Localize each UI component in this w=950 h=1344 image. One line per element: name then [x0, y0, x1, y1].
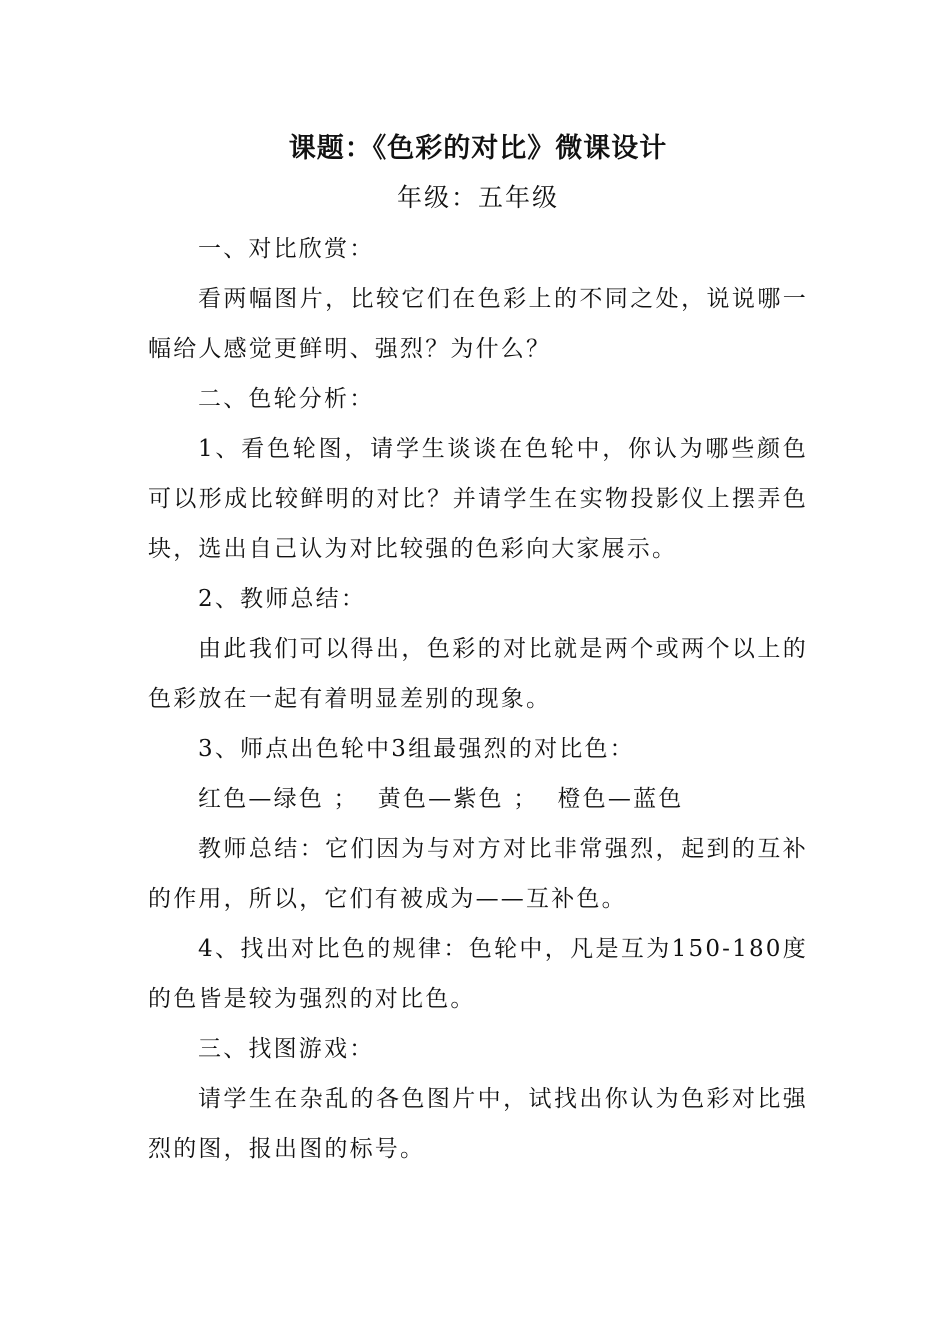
paragraph-teacher-summary-heading: 2、教师总结： [198, 586, 367, 612]
paragraph-three-groups: 3、师点出色轮中3组最强烈的对比色： [198, 736, 635, 762]
section-heading-1: 一、对比欣赏： [198, 236, 375, 262]
document-page [148, 120, 808, 1174]
section-heading-3: 三、找图游戏： [198, 1036, 375, 1062]
paragraph-game: 请学生在杂乱的各色图片中，试找出你认为色彩对比强烈的图，报出图的标号。 [148, 1086, 808, 1162]
document-title: 课题：《色彩的对比》微课设计 [288, 133, 668, 164]
paragraph-definition: 由此我们可以得出，色彩的对比就是两个或两个以上的色彩放在一起有着明显差别的现象。 [148, 636, 808, 712]
section-heading-2: 二、色轮分析： [198, 386, 375, 412]
paragraph-compare: 看两幅图片，比较它们在色彩上的不同之处，说说哪一幅给人感觉更鲜明、强烈？为什么？ [148, 286, 808, 362]
paragraph-color-wheel: 1、看色轮图，请学生谈谈在色轮中，你认为哪些颜色可以形成比较鲜明的对比？并请学生在实物投影仪上摆弄色块，选出自己认为对比较强的色彩向大家展示。 [148, 436, 808, 562]
color-pairs-line: 红色—绿色 ； 黄色—紫色 ； 橙色—蓝色 [198, 786, 684, 812]
paragraph-complementary: 教师总结：它们因为与对方对比非常强烈，起到的互补的作用，所以，它们有被成为——互补色。 [148, 836, 808, 912]
grade-line: 年级：五年级 [396, 183, 559, 212]
paragraph-rule: 4、找出对比色的规律：色轮中，凡是互为150-180度的色皆是较为强烈的对比色。 [148, 936, 808, 1012]
